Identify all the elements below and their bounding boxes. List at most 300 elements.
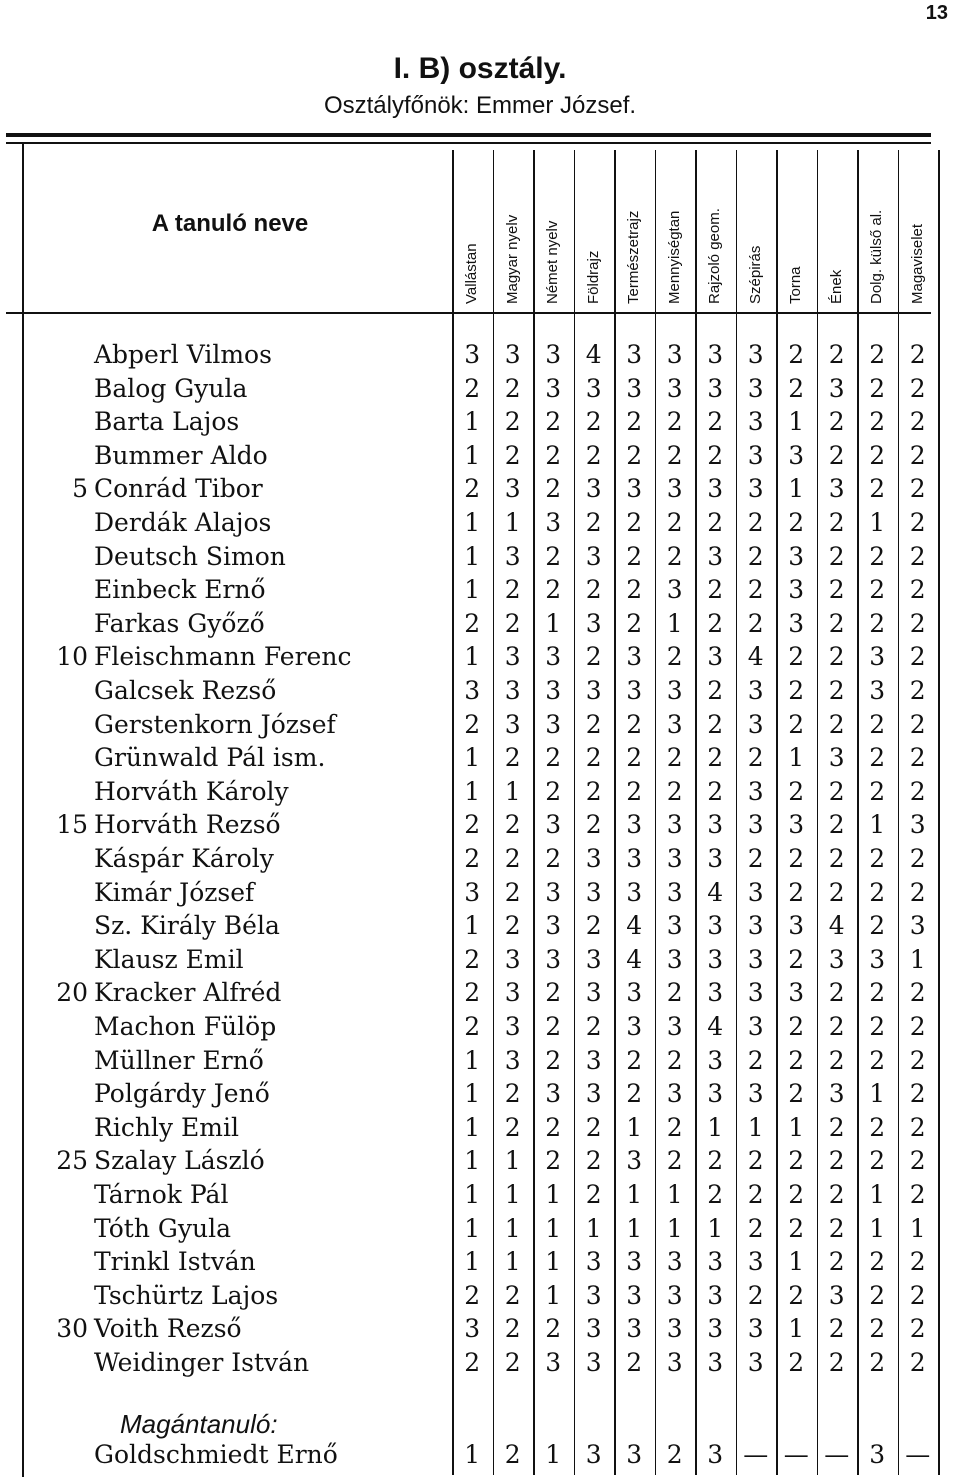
grade-cell: 2 (707, 608, 724, 638)
grade-cell: 2 (869, 1112, 886, 1142)
grade-cell: 3 (707, 1348, 724, 1377)
student-name: Grünwald Pál ism. (94, 743, 326, 773)
subject-header (533, 150, 574, 308)
subject-header-label: Természetrajz (625, 210, 643, 304)
grade-cell: 2 (828, 1045, 845, 1075)
student-name: Goldschmiedt Ernő (94, 1440, 338, 1469)
grade-cell: 2 (909, 407, 926, 437)
grade-cell: 2 (504, 1440, 521, 1469)
grade-cell: 2 (626, 709, 643, 739)
subject-header (776, 150, 817, 308)
grade-cell: 3 (909, 911, 926, 941)
grade-cell: 1 (464, 642, 481, 672)
grade-cell: 2 (828, 844, 845, 873)
grade-cell: 2 (545, 407, 562, 437)
grade-cell: 3 (788, 810, 805, 840)
grade-cell: 2 (666, 978, 683, 1008)
grade-cell: 3 (585, 676, 602, 705)
grade-cell: 2 (909, 440, 926, 470)
subject-header (655, 150, 696, 308)
grade-cell: 3 (828, 373, 845, 403)
grade-cell: 3 (869, 642, 886, 672)
grade-cell: 3 (626, 1146, 643, 1176)
grade-cell: 2 (828, 340, 845, 369)
grade-cell: 2 (909, 1247, 926, 1277)
grade-cell: 2 (747, 541, 764, 571)
grade-cell: 2 (909, 1348, 926, 1377)
grade-cell: 2 (504, 608, 521, 638)
grade-cell: 2 (869, 1045, 886, 1075)
grade-cell: 1 (869, 508, 886, 537)
grade-cell: 2 (504, 440, 521, 470)
grade-cell: 2 (909, 1079, 926, 1109)
subject-header-label: Német nyelv (544, 220, 562, 304)
student-row (0, 878, 960, 911)
grade-cell: 2 (869, 877, 886, 907)
grade-cell: 1 (666, 1213, 683, 1243)
grade-cell: 2 (747, 743, 764, 773)
grade-cell: 1 (545, 1247, 562, 1277)
grade-cell: 3 (788, 978, 805, 1008)
grade-cell: 2 (504, 1314, 521, 1344)
grade-cell: 2 (909, 1045, 926, 1075)
student-name: Bummer Aldo (94, 440, 268, 470)
grade-cell: 2 (545, 1146, 562, 1176)
grade-cell: 3 (545, 709, 562, 739)
grade-cell: 2 (464, 810, 481, 840)
student-name: Farkas Győző (94, 608, 265, 638)
grade-cell: 1 (504, 1146, 521, 1176)
grade-cell: 2 (626, 407, 643, 437)
grade-cell: 3 (626, 1314, 643, 1344)
grade-cell: 2 (828, 776, 845, 806)
student-row (0, 407, 960, 440)
student-row (0, 743, 960, 776)
subject-header-label: Rajzoló geom. (706, 208, 724, 304)
grade-cell: 2 (869, 340, 886, 369)
grade-cell: 2 (585, 1112, 602, 1142)
grade-cell: 2 (585, 508, 602, 537)
grade-cell: 3 (585, 1440, 602, 1469)
grade-cell: 2 (545, 575, 562, 605)
grade-cell: 1 (504, 776, 521, 806)
grade-cell: 2 (869, 474, 886, 504)
grade-cell: 2 (585, 743, 602, 773)
grade-cell: 3 (626, 642, 643, 672)
grade-cell: 1 (788, 407, 805, 437)
grade-cell: 3 (666, 676, 683, 705)
grade-cell: 2 (504, 743, 521, 773)
grade-cell: 3 (585, 1045, 602, 1075)
grade-cell: 2 (464, 608, 481, 638)
grade-cell: 3 (747, 709, 764, 739)
grade-cell: 3 (626, 676, 643, 705)
grade-cell: 2 (545, 1112, 562, 1142)
grade-cell: 2 (788, 844, 805, 873)
grade-cell: 3 (707, 1079, 724, 1109)
grade-cell: 2 (869, 608, 886, 638)
grade-cell: 2 (828, 877, 845, 907)
student-row (0, 710, 960, 743)
grade-cell: 2 (585, 810, 602, 840)
grade-cell: 1 (464, 1213, 481, 1243)
grade-cell: 3 (707, 911, 724, 941)
student-row (0, 1214, 960, 1247)
grade-cell: 2 (626, 1079, 643, 1109)
subject-header (898, 150, 939, 308)
grade-cell: 3 (666, 1247, 683, 1277)
grade-cell: 1 (464, 407, 481, 437)
student-name: Galcsek Rezső (94, 676, 277, 705)
grade-cell: 2 (788, 1045, 805, 1075)
grade-cell: 3 (828, 944, 845, 974)
grade-cell: 2 (707, 776, 724, 806)
student-row (0, 911, 960, 944)
grade-cell: 2 (707, 407, 724, 437)
grade-cell: 2 (504, 1348, 521, 1377)
grade-cell: 3 (869, 944, 886, 974)
grade-cell: 2 (545, 1045, 562, 1075)
grade-cell: 3 (666, 1079, 683, 1109)
grade-cell: 3 (747, 1012, 764, 1041)
grade-cell: 2 (707, 709, 724, 739)
grade-cell: 2 (909, 608, 926, 638)
student-name: Tóth Gyula (94, 1213, 231, 1243)
grade-cell: 3 (788, 608, 805, 638)
grade-cell: 3 (666, 1314, 683, 1344)
grade-cell: 2 (909, 340, 926, 369)
grade-cell: 2 (666, 642, 683, 672)
grade-cell: 4 (747, 642, 764, 672)
grade-cell: 4 (626, 911, 643, 941)
grade-cell: 2 (464, 373, 481, 403)
student-row (0, 575, 960, 608)
grade-cell: 2 (666, 1045, 683, 1075)
grade-cell: 3 (707, 1280, 724, 1310)
grade-cell: 3 (747, 1079, 764, 1109)
student-row (0, 1348, 960, 1381)
grade-cell: 2 (666, 1440, 683, 1469)
grade-cell: 2 (909, 1012, 926, 1041)
grade-cell: 2 (464, 1348, 481, 1377)
grade-cell: 2 (869, 911, 886, 941)
student-name: Einbeck Ernő (94, 575, 266, 605)
grade-cell: 2 (464, 978, 481, 1008)
grade-cell: 3 (504, 1012, 521, 1041)
subject-header (736, 150, 777, 308)
grade-cell: 2 (869, 709, 886, 739)
subject-header-label: Mennyiségtan (665, 210, 683, 304)
grade-cell: 2 (504, 911, 521, 941)
grade-cell: 2 (828, 1012, 845, 1041)
student-name: Müllner Ernő (94, 1045, 264, 1075)
grade-cell: 2 (828, 1146, 845, 1176)
grade-cell: 2 (909, 1146, 926, 1176)
grade-cell: 3 (707, 1314, 724, 1344)
grade-cell: 1 (464, 743, 481, 773)
grade-cell: 3 (545, 1348, 562, 1377)
student-row (0, 1281, 960, 1314)
grade-cell: 1 (504, 1247, 521, 1277)
grade-cell: 3 (585, 844, 602, 873)
grade-cell: 2 (707, 508, 724, 537)
grade-cell: 3 (585, 978, 602, 1008)
grade-cell: 2 (828, 1213, 845, 1243)
grade-cell: 3 (626, 1247, 643, 1277)
grade-cell: 1 (626, 1112, 643, 1142)
grade-cell: 3 (585, 541, 602, 571)
grade-cell: 4 (626, 944, 643, 974)
grade-cell: 1 (504, 508, 521, 537)
grade-cell: 3 (666, 340, 683, 369)
grade-cell: 2 (828, 978, 845, 1008)
grade-cell: 3 (747, 877, 764, 907)
grade-cell: 1 (464, 776, 481, 806)
grade-cell: 1 (626, 1213, 643, 1243)
grade-cell: 2 (626, 541, 643, 571)
grade-cell: 1 (545, 1213, 562, 1243)
grade-cell: 2 (707, 676, 724, 705)
grade-cell: 3 (747, 1314, 764, 1344)
grade-cell: 2 (504, 1112, 521, 1142)
grade-cell: 2 (828, 407, 845, 437)
grade-cell: 3 (666, 877, 683, 907)
grade-cell: 3 (747, 810, 764, 840)
grade-cell: 2 (869, 575, 886, 605)
grade-cell: 3 (626, 474, 643, 504)
student-row (0, 810, 960, 843)
grade-cell: 4 (585, 340, 602, 369)
grade-cell: 3 (707, 373, 724, 403)
grade-cell: 2 (788, 1180, 805, 1209)
grade-cell: 3 (626, 844, 643, 873)
grade-cell: 2 (828, 1314, 845, 1344)
grade-cell: 2 (909, 844, 926, 873)
student-name: Horváth Rezső (94, 810, 281, 840)
grade-cell: 2 (869, 978, 886, 1008)
row-number: 5 (72, 474, 88, 504)
student-name: Horváth Károly (94, 776, 289, 806)
top-rule-thick (6, 133, 931, 137)
grade-cell: 3 (747, 440, 764, 470)
subject-header-label: Magaviselet (908, 223, 926, 304)
student-row (0, 676, 960, 709)
grade-cell: 3 (707, 810, 724, 840)
grade-cell: 2 (909, 743, 926, 773)
grade-cell: 3 (545, 1079, 562, 1109)
grade-cell: 2 (869, 1348, 886, 1377)
grade-cell: 3 (747, 911, 764, 941)
grade-cell: 3 (504, 474, 521, 504)
grade-cell: 2 (909, 1180, 926, 1209)
grade-cell: 2 (909, 1314, 926, 1344)
grade-cell: 2 (585, 575, 602, 605)
grade-cell: 2 (585, 1180, 602, 1209)
grade-cell: 2 (666, 541, 683, 571)
grade-cell: 2 (747, 1045, 764, 1075)
grade-cell: 1 (666, 608, 683, 638)
grade-cell: 1 (869, 1180, 886, 1209)
grade-cell: 3 (585, 1280, 602, 1310)
grade-cell: 1 (464, 1112, 481, 1142)
grade-cell: 3 (909, 810, 926, 840)
student-row (0, 1146, 960, 1179)
grade-cell: 3 (666, 373, 683, 403)
grade-cell: 3 (747, 407, 764, 437)
grade-cell: 2 (585, 776, 602, 806)
grade-cell: 2 (909, 541, 926, 571)
grade-cell: 2 (788, 508, 805, 537)
grade-cell: 2 (869, 1146, 886, 1176)
grade-cell: 3 (788, 911, 805, 941)
grade-cell: 1 (464, 911, 481, 941)
grade-cell: 2 (869, 373, 886, 403)
grade-cell: 1 (464, 1440, 481, 1469)
grade-cell: 3 (626, 1440, 643, 1469)
grade-cell: 3 (504, 978, 521, 1008)
grade-cell: 2 (464, 474, 481, 504)
grade-cell: 2 (585, 911, 602, 941)
grade-cell: 2 (626, 440, 643, 470)
grade-cell: 3 (666, 944, 683, 974)
grade-cell: 1 (869, 810, 886, 840)
grade-cell: 2 (747, 608, 764, 638)
row-number: 10 (56, 642, 88, 672)
grade-cell: 3 (788, 541, 805, 571)
subject-header (493, 150, 534, 308)
grade-cell: 2 (545, 541, 562, 571)
grade-cell: 2 (909, 1280, 926, 1310)
student-row (0, 1012, 960, 1045)
grade-cell: 3 (464, 877, 481, 907)
grade-cell: 2 (828, 1112, 845, 1142)
grade-cell: 2 (666, 776, 683, 806)
student-row (0, 1314, 960, 1347)
grade-cell: 4 (707, 1012, 724, 1041)
grade-cell: 3 (869, 676, 886, 705)
grade-cell: 2 (626, 776, 643, 806)
grade-cell: 2 (626, 1348, 643, 1377)
grade-cell: 3 (747, 1348, 764, 1377)
grade-cell: 2 (747, 844, 764, 873)
grade-cell: 2 (909, 709, 926, 739)
grade-cell: 2 (504, 877, 521, 907)
grade-cell: 3 (545, 810, 562, 840)
student-row (0, 844, 960, 877)
grade-cell: 2 (545, 474, 562, 504)
grade-cell: 1 (464, 575, 481, 605)
grade-cell: 3 (626, 1012, 643, 1041)
grade-cell: 2 (666, 743, 683, 773)
grade-cell: 2 (869, 776, 886, 806)
grade-cell: 3 (666, 1280, 683, 1310)
grade-cell: 2 (828, 1247, 845, 1277)
grade-cell: 3 (585, 877, 602, 907)
student-row (0, 945, 960, 978)
grade-cell: 1 (747, 1112, 764, 1142)
grade-cell: 1 (464, 541, 481, 571)
grade-cell: 3 (747, 373, 764, 403)
grade-cell: 3 (747, 1247, 764, 1277)
student-row (0, 1046, 960, 1079)
grade-cell: 3 (545, 877, 562, 907)
student-row (0, 1247, 960, 1280)
grade-cell: 1 (545, 1440, 562, 1469)
row-number: 15 (56, 810, 88, 840)
grade-cell: 2 (504, 810, 521, 840)
grade-cell: 2 (788, 676, 805, 705)
grade-cell: 1 (666, 1180, 683, 1209)
grade-cell: 2 (504, 844, 521, 873)
subject-header-label: Dolg. külső al. (868, 209, 886, 304)
student-name: Machon Fülöp (94, 1012, 277, 1041)
grade-cell: 2 (788, 1348, 805, 1377)
grade-cell: 2 (828, 642, 845, 672)
grade-cell: 2 (585, 709, 602, 739)
student-name: Tschürtz Lajos (94, 1280, 279, 1310)
grade-cell: 2 (909, 373, 926, 403)
grade-cell: 2 (626, 508, 643, 537)
grade-cell: 2 (707, 1146, 724, 1176)
grade-cell: 1 (788, 474, 805, 504)
grade-cell: 2 (585, 407, 602, 437)
grade-cell: 3 (545, 944, 562, 974)
grade-cell: 3 (545, 676, 562, 705)
grade-cell: 2 (869, 440, 886, 470)
grade-cell: 3 (504, 1045, 521, 1075)
grade-cell: 2 (788, 373, 805, 403)
grade-cell: 2 (504, 1079, 521, 1109)
subject-header-label: Magyar nyelv (503, 214, 521, 304)
grade-cell: 1 (869, 1079, 886, 1109)
grade-cell: 2 (869, 1314, 886, 1344)
student-name: Voith Rezső (94, 1314, 242, 1344)
grade-cell: 3 (666, 1348, 683, 1377)
grade-cell: 2 (828, 1348, 845, 1377)
subject-header-label: Földrajz (584, 250, 602, 304)
grade-cell: 3 (666, 575, 683, 605)
grade-cell: 3 (585, 474, 602, 504)
grade-cell: 2 (828, 508, 845, 537)
grade-cell: 3 (666, 844, 683, 873)
student-name: Weidinger István (94, 1348, 310, 1377)
grade-cell: — (905, 1440, 931, 1469)
student-name: Káspár Károly (94, 844, 274, 873)
student-name: Szalay László (94, 1146, 265, 1176)
grade-cell: 2 (788, 877, 805, 907)
student-row (0, 642, 960, 675)
grade-cell: 3 (707, 340, 724, 369)
grade-cell: 3 (585, 944, 602, 974)
grade-cell: 2 (788, 709, 805, 739)
student-row (0, 441, 960, 474)
grade-cell: 1 (626, 1180, 643, 1209)
grade-cell: 1 (788, 743, 805, 773)
grade-cell: 2 (666, 440, 683, 470)
grade-cell: 2 (828, 608, 845, 638)
grade-cell: 1 (585, 1213, 602, 1243)
grade-cell: 3 (545, 911, 562, 941)
grade-cell: 1 (545, 608, 562, 638)
grade-cell: 2 (788, 1146, 805, 1176)
grade-cell: 2 (869, 1247, 886, 1277)
grade-cell: 2 (464, 844, 481, 873)
grade-cell: 2 (545, 776, 562, 806)
grade-cell: 1 (464, 508, 481, 537)
grade-cell: 1 (909, 1213, 926, 1243)
grade-cell: 1 (707, 1213, 724, 1243)
grade-cell: 3 (666, 1012, 683, 1041)
